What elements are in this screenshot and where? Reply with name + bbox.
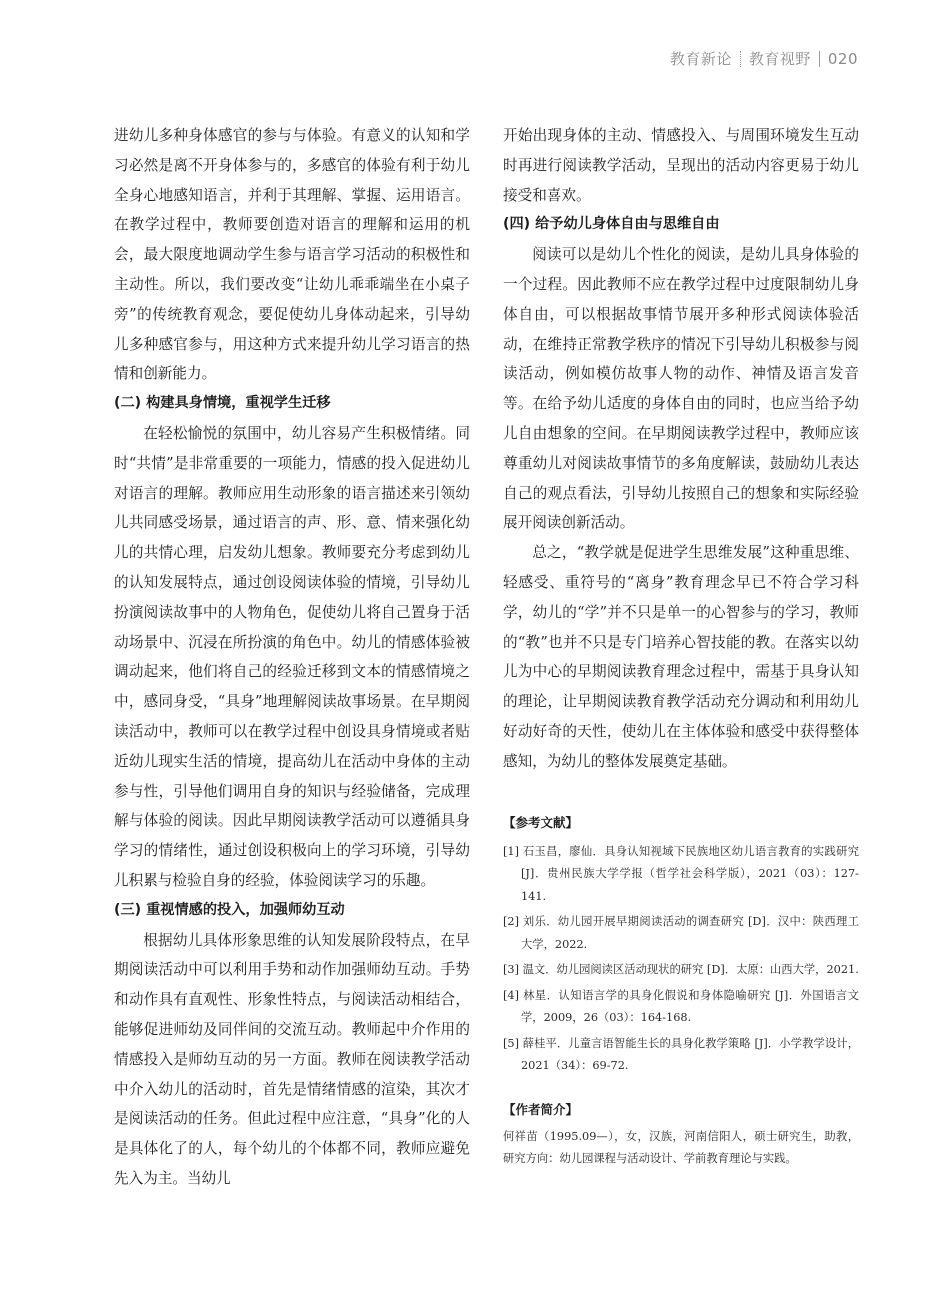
column-name: 教育视野: [748, 50, 811, 68]
references-heading: 【参考文献】: [503, 814, 579, 830]
body-paragraph: 开始出现身体的主动、情感投入、与周围环境发生互动时再进行阅读教学活动，呈现出的活动内容更易于幼儿接受和喜欢。: [503, 127, 859, 204]
left-column: [114, 121, 470, 1194]
body-paragraph: 根据幼儿具体形象思维的认知发展阶段特点，在早期阅读活动中可以利用手势和动作加强师幼互动。手势和动作具有直观性、形象性特点，与阅读活动相结合，能够促进师幼及同伴间的交流互动。教师起中介作用的情感投入是师幼互动的另一方面。教师在阅读教学活动中介入幼儿的活动时，首先是情绪情感的渲染，其次才是阅读活动的任务。但此过程中应注意，“具身”化的人是具体化了的人，每个幼儿的个体都不同，教师应避免先入为主。当幼儿: [114, 931, 470, 1187]
body-paragraph: 进幼儿多种身体感官的参与与体验。有意义的认知和学习必然是离不开身体参与的，多感官的体验有利于幼儿全身心地感知语言，并利于其理解、掌握、运用语言。在教学过程中，教师要创造对语言的理解和运用的机会，最大限度地调动学生参与语言学习活动的积极性和主动性。所以，我们要改变“让幼儿乖乖端坐在小桌子旁”的传统教育观念，要促使幼儿身体动起来，引导幼儿多种感官参与，用这种方式来提升幼儿学习语言的热情和创新能力。: [114, 127, 470, 383]
right-column: [503, 121, 859, 1171]
running-header: [670, 48, 858, 69]
reference-item: [4] 林星．认知语言学的具身化假说和身体隐喻研究 [J]．外国语言文学，2009，26（03）：164-168.: [503, 988, 859, 1025]
body-paragraph: 总之，“教学就是促进学生思维发展”这种重思维、轻感受、重符号的“离身”教育理念早已不符合学习科学，幼儿的“学”并不只是单一的心智参与的学习，教师的“教”也并不只是专门培养心智技能的教。在落实以幼儿为中心的早期阅读教育理念过程中，需基于具身认知的理论，让早期阅读教育教学活动充分调动和利用幼儿好动好奇的天性，使幼儿在主体体验和感受中获得整体感知，为幼儿的整体发展奠定基础。: [503, 544, 859, 770]
author-section: [503, 1100, 859, 1171]
reference-item: [2] 刘乐．幼儿园开展早期阅读活动的调查研究 [D]．汉中：陕西理工大学，2022.: [503, 915, 859, 951]
reference-item: [3] 温文．幼儿园阅读区活动现状的研究 [D]．太原：山西大学，2021.: [503, 963, 859, 977]
journal-name: 教育新论: [669, 50, 732, 68]
page-number: 020: [827, 49, 858, 68]
section-heading: (二) 构建具身情境，重视学生迁移: [114, 395, 331, 412]
header-divider: [740, 51, 741, 67]
references-list: [503, 841, 859, 1078]
references-section: [503, 813, 859, 1078]
header-divider: [819, 51, 820, 67]
author-heading: 【作者简介】: [503, 1101, 579, 1117]
reference-item: [5] 薛桂平．儿童言语智能生长的具身化教学策略 [J]．小学教学设计，2021（34）：69-72.: [503, 1036, 859, 1073]
reference-item: [1] 石玉昌，廖仙．具身认知视域下民族地区幼儿语言教育的实践研究 [J]．贵州民族大学学报（哲学社会科学版），2021（03）：127-141.: [503, 844, 859, 903]
body-paragraph: 阅读可以是幼儿个性化的阅读，是幼儿具身体验的一个过程。因此教师不应在教学过程中过度限制幼儿身体自由，可以根据故事情节展开多种形式阅读体验活动，在维持正常教学秩序的情况下引导幼儿积极参与阅读活动，例如模仿故事人物的动作、神情及语言发音等。在给予幼儿适度的身体自由的同时，也应当给予幼儿自由想象的空间。在早期阅读教学过程中，教师应该尊重幼儿对阅读故事情节的多角度解读，鼓励幼儿表达自己的观点看法，引导幼儿按照自己的想象和实际经验展开阅读创新活动。: [503, 246, 859, 532]
body-paragraph: 在轻松愉悦的氛围中，幼儿容易产生积极情绪。同时“共情”是非常重要的一项能力，情感的投入促进幼儿对语言的理解。教师应用生动形象的语言描述来引领幼儿共同感受场景，通过语言的声、形、意、情来强化幼儿的共情心理，启发幼儿想象。教师要充分考虑到幼儿的认知发展特点，通过创设阅读体验的情境，引导幼儿扮演阅读故事中的人物角色，促使幼儿将自己置身于活动场景中、沉浸在所扮演的角色中。幼儿的情感体验被调动起来，他们将自己的经验迁移到文本的情感情境之中，感同身受，“具身”地理解阅读故事场景。在早期阅读活动中，教师可以在教学过程中创设具身情境或者贴近幼儿现实生活的情境，提高幼儿在活动中身体的主动参与性，引导他们调用自身的知识与经验储备，完成理解与体验的阅读。因此早期阅读教学活动可以遵循具身学习的情绪性，通过创设积极向上的学习环境，引导幼儿积累与检验自身的经验，体验阅读学习的乐趣。: [114, 424, 470, 889]
section-heading: (四) 给予幼儿身体自由与思维自由: [503, 216, 720, 233]
section-heading: (三) 重视情感的投入，加强师幼互动: [114, 901, 345, 918]
author-bio: 何祥苗（1995.09—），女，汉族，河南信阳人，硕士研究生，助教，研究方向：幼儿园课程与活动设计、学前教育理论与实践。: [503, 1129, 859, 1166]
